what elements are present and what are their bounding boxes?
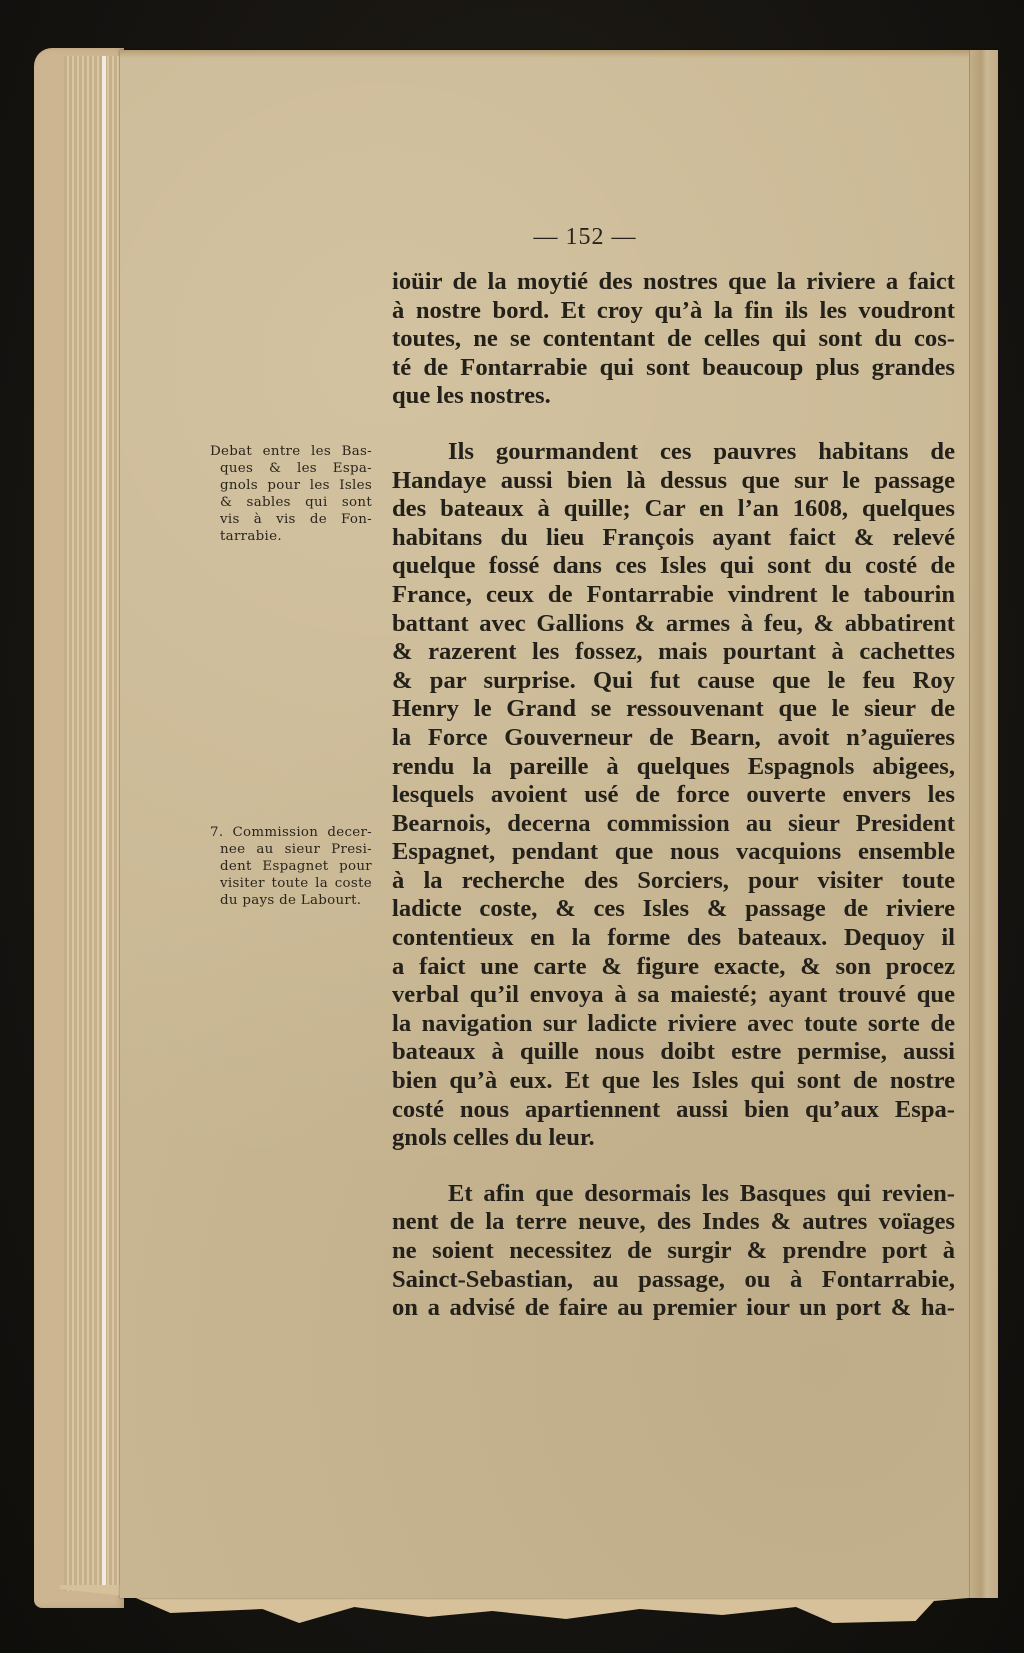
text-line: que les nostres. — [392, 382, 551, 410]
text-line: habitans du lieu François ayant faict & relevé — [392, 523, 955, 551]
text-line: Espagnet, pendant que nous vacquions ensemble — [392, 838, 955, 866]
text-line: rendu la pareille à quelques Espagnols abigees, — [392, 752, 955, 780]
paragraph-gap — [392, 411, 955, 438]
text-line: Ils gourmandent ces pauvres habitans de — [448, 437, 955, 465]
margin-note-debate — [210, 443, 372, 545]
margin-note-line: tarrabie. — [220, 529, 282, 544]
text-line: a faict une carte & figure exacte, & son procez — [392, 952, 955, 980]
paragraph-3 — [392, 1180, 955, 1323]
text-line: à la recherche des Sorciers, pour visiter toute — [392, 866, 955, 894]
text-line: France, ceux de Fontarrabie vindrent le tabourin — [392, 580, 955, 608]
text-line: toutes, ne se contentant de celles qui sont du cos- — [392, 325, 955, 353]
text-line: Bearnois, decerna commission au sieur President — [392, 809, 955, 837]
text-line: à nostre bord. Et croy qu’à la fin ils les voudront — [392, 296, 955, 324]
text-line: té de Fontarrabie qui sont beaucoup plus grandes — [392, 353, 955, 381]
margin-note-line: 7. Commission decer- — [210, 825, 372, 840]
text-line: on a advisé de faire au premier iour un port & ha- — [392, 1294, 955, 1322]
text-line: & razerent les fossez, mais pourtant à cachettes — [392, 638, 955, 666]
margin-note-line: & sables qui sont — [220, 495, 372, 510]
paragraph-2 — [392, 438, 955, 1153]
text-line: ne soient necessitez de surgir & prendre port à — [392, 1237, 955, 1264]
body-text — [392, 268, 955, 1323]
text-line: la navigation sur ladicte riviere avec toute sorte de — [392, 1009, 955, 1037]
margin-note-line: nee au sieur Presi- — [220, 842, 372, 857]
margin-note-line: visiter toute la coste — [220, 876, 372, 891]
page-stack-edges — [64, 56, 124, 1591]
text-line: verbal qu’il envoya à sa maiesté; ayant trouvé que — [392, 981, 955, 1009]
text-line: des bateaux à quille; Car en l’an 1608, quelques — [392, 495, 955, 523]
text-line: ladicte coste, & ces Isles & passage de riviere — [392, 895, 955, 923]
margin-note-line: gnols pour les Isles — [220, 478, 372, 493]
paragraph-gap — [392, 1153, 955, 1180]
text-line: gnols celles du leur. — [392, 1124, 595, 1152]
text-line: ioüir de la moytié des nostres que la riviere a faict — [392, 268, 955, 295]
margin-note-line: Debat entre les Bas- — [210, 444, 372, 459]
text-line: nent de la terre neuve, des Indes & autres voïages — [392, 1208, 955, 1236]
page-number: — 152 — — [533, 224, 637, 250]
margin-note-commission — [210, 824, 372, 909]
text-line: contentieux en la forme des bateaux. Dequoy il — [392, 924, 955, 952]
text-line: & par surprise. Qui fut cause que le feu Roy — [392, 666, 955, 694]
text-line: Sainct-Sebastian, au passage, ou à Fontarrabie, — [392, 1265, 955, 1293]
text-line: bateaux à quille nous doibt estre permise, aussi — [392, 1038, 955, 1066]
text-line: Handaye aussi bien là dessus que sur le passage — [392, 466, 955, 494]
text-line: quelque fossé dans ces Isles qui sont du costé de — [392, 552, 955, 580]
margin-note-line: du pays de Labourt. — [220, 893, 362, 908]
text-line: Henry le Grand se ressouvenant que le sieur de — [392, 695, 955, 723]
margin-note-line: ques & les Espa- — [220, 461, 372, 476]
paragraph-1 — [392, 268, 955, 411]
text-line: battant avec Gallions & armes à feu, & abbatirent — [392, 609, 955, 637]
text-line: bien qu’à eux. Et que les Isles qui sont de nostre — [392, 1067, 955, 1095]
text-line: la Force Gouverneur de Bearn, avoit n’aguïeres — [392, 723, 955, 751]
page-gutter — [969, 50, 998, 1598]
margin-note-line: dent Espagnet pour — [220, 859, 372, 874]
margin-note-line: vis à vis de Fon- — [220, 512, 372, 527]
text-line: costé nous apartiennent aussi bien qu’aux Espa- — [392, 1095, 955, 1123]
text-line: Et afin que desormais les Basques qui revien- — [448, 1179, 955, 1207]
text-line: lesquels avoient usé de force ouverte envers les — [392, 781, 955, 809]
